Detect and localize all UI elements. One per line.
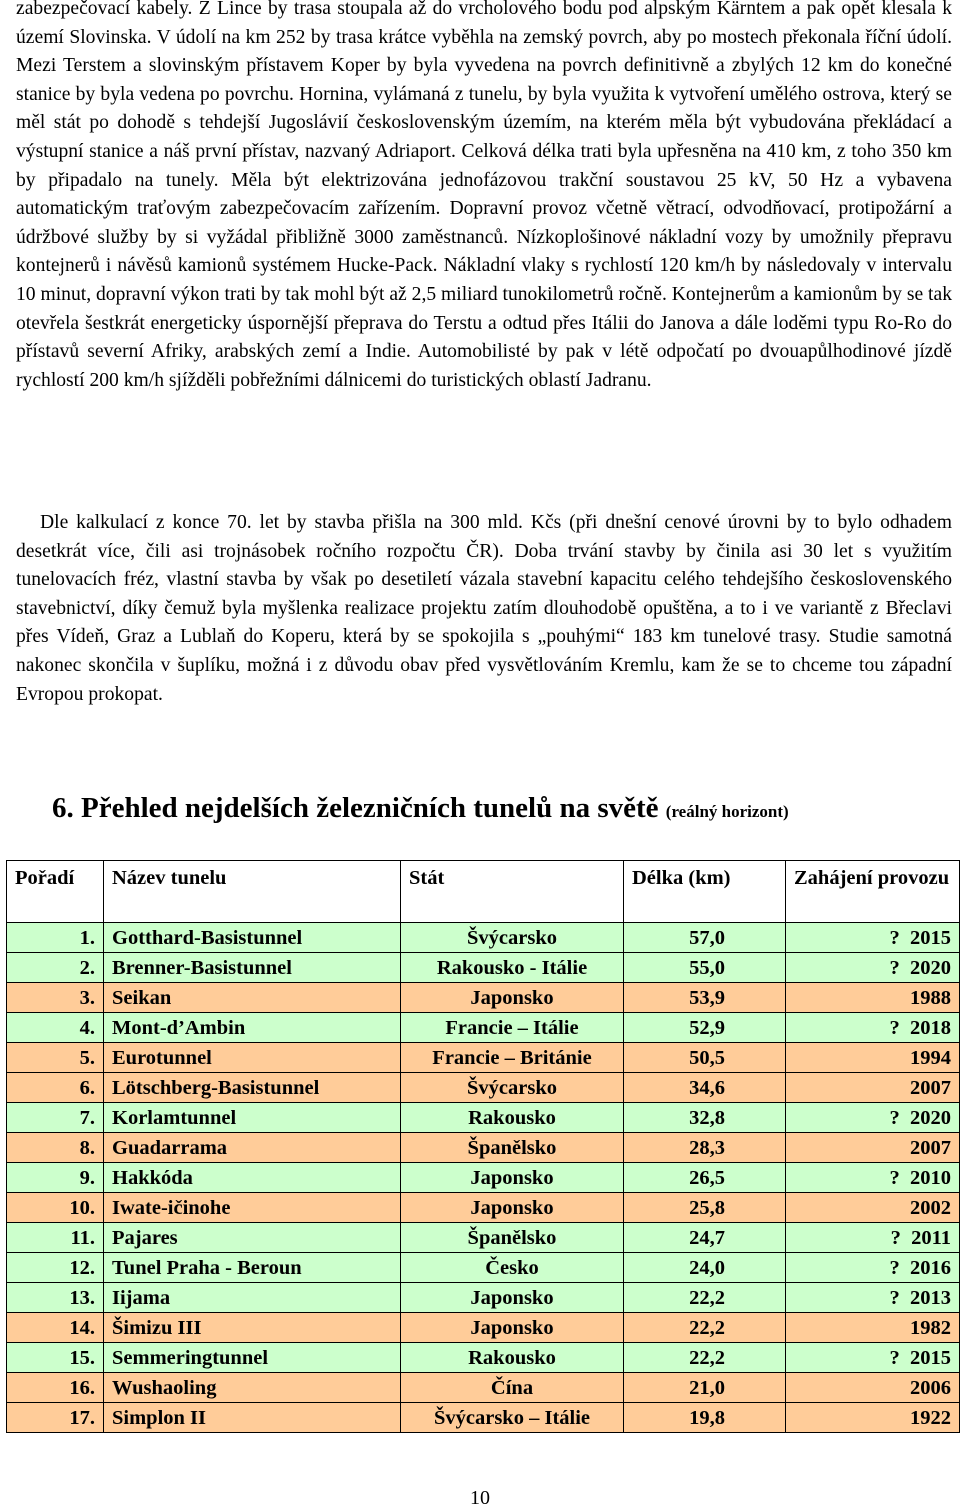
length-cell: 21,0 [624,1373,786,1403]
name-cell: Iijama [104,1283,401,1313]
table-row [7,923,960,953]
rank-cell: 9. [7,1163,104,1193]
table-row [7,1013,960,1043]
length-cell: 24,0 [624,1253,786,1283]
length-cell: 22,2 [624,1313,786,1343]
length-cell: 19,8 [624,1403,786,1433]
section-subtitle: (reálný horizont) [665,802,789,821]
name-cell: Iwate-ičinohe [104,1193,401,1223]
paragraph-1: zabezpečovací kabely. Z Lince by trasa stoupala až do vrcholového bodu pod alpským Kärntem a pak opět klesala k území Slovinska. V údolí na km 252 by trasa krátce vyběhla na zemský povrch, aby po mostech překonala říční údolí. Mezi Terstem a slovinským přístavem Koper by byla vyvedena na povrch definitivně a zbylých 12 km do konečné stanice by byla vedena po povrchu. Hornina, vylámaná z tunelu, by byla využita k vytvoření umělého ostrova, který se měl stát po dohodě s tehdejší Jugoslávií československým územím, na kterém měla být vybudována překládací a výstupní stanice a náš první přístav, nazvaný Adriaport. Celková délka trati byla upřesněna na 410 km, z toho 350 km by připadalo na tunely. Měla být elektrizována jednofázovou trakční soustavou 25 kV, 50 Hz a vybavena automatickým traťovým zabezpečovacím zařízením. Dopravní provoz včetně větrací, odvodňovací, protipožární a údržbové služby by si vyžádal přibližně 3000 zaměstnanců. Nízkoplošinové nákladní vozy by umožnily přepravu kontejnerů i návěsů kamionů systémem Hucke-Pack. Nákladní vlaky s rychlostí 120 km/h by následovaly v intervalu 10 minut, dopravní výkon trati by tak mohl být až 2,5 miliard tunokilometrů ročně. Kontejnerům a kamionům by se tak otevřela šestkrát energeticky úspornější přeprava do Terstu a odtud přes Itálii do Janova a dále loděmi typu Ro-Ro do přístavů severní Afriky, arabských zemí a Indie. Automobilisté by pak v létě odpočatí po dvouapůlhodinové jízdě rychlostí 200 km/h sjížděli pobřežními dálnicemi do turistických oblastí Jadranu. [16,0,952,391]
table-row [7,1253,960,1283]
state-cell: Rakousko [401,1103,624,1133]
year-cell: 1988 [786,983,960,1013]
name-cell: Seikan [104,983,401,1013]
name-cell: Eurotunnel [104,1043,401,1073]
header-name: Název tunelu [104,861,401,923]
rank-cell: 17. [7,1403,104,1433]
table-row [7,1193,960,1223]
rank-cell: 8. [7,1133,104,1163]
state-cell: Španělsko [401,1133,624,1163]
year-cell: ? 2013 [786,1283,960,1313]
length-cell: 34,6 [624,1073,786,1103]
name-cell: Simplon II [104,1403,401,1433]
state-cell: Švýcarsko [401,923,624,953]
rank-cell: 6. [7,1073,104,1103]
year-cell: 2007 [786,1073,960,1103]
section-title: 6. Přehled nejdelších železničních tunelů na světě [52,792,659,824]
table-row [7,1403,960,1433]
table-row [7,1073,960,1103]
table-row [7,1163,960,1193]
year-cell: ? 2011 [786,1223,960,1253]
table-row [7,1373,960,1403]
table-row [7,1043,960,1073]
year-cell: 2006 [786,1373,960,1403]
year-cell: ? 2018 [786,1013,960,1043]
state-cell: Rakousko [401,1343,624,1373]
name-cell: Šimizu III [104,1313,401,1343]
section-heading [52,792,789,825]
state-cell: Švýcarsko [401,1073,624,1103]
length-cell: 22,2 [624,1343,786,1373]
length-cell: 57,0 [624,923,786,953]
name-cell: Hakkóda [104,1163,401,1193]
year-cell: ? 2015 [786,923,960,953]
state-cell: Japonsko [401,1163,624,1193]
year-cell: ? 2016 [786,1253,960,1283]
state-cell: Japonsko [401,1193,624,1223]
year-cell: 2007 [786,1133,960,1163]
header-state: Stát [401,861,624,923]
table-row [7,1133,960,1163]
year-cell: ? 2020 [786,1103,960,1133]
name-cell: Lötschberg-Basistunnel [104,1073,401,1103]
name-cell: Mont-d’Ambin [104,1013,401,1043]
table-row [7,1343,960,1373]
name-cell: Gotthard-Basistunnel [104,923,401,953]
length-cell: 25,8 [624,1193,786,1223]
year-cell: ? 2010 [786,1163,960,1193]
name-cell: Tunel Praha - Beroun [104,1253,401,1283]
length-cell: 32,8 [624,1103,786,1133]
rank-cell: 11. [7,1223,104,1253]
header-year: Zahájení provozu [786,861,960,923]
state-cell: Japonsko [401,1283,624,1313]
name-cell: Wushaoling [104,1373,401,1403]
year-cell: ? 2020 [786,953,960,983]
header-length: Délka (km) [624,861,786,923]
table-row [7,983,960,1013]
header-rank: Pořadí [7,861,104,923]
table-row [7,1313,960,1343]
table-row [7,1283,960,1313]
rank-cell: 10. [7,1193,104,1223]
state-cell: Rakousko - Itálie [401,953,624,983]
rank-cell: 3. [7,983,104,1013]
table-row [7,1223,960,1253]
name-cell: Korlamtunnel [104,1103,401,1133]
year-cell: 1982 [786,1313,960,1343]
name-cell: Brenner-Basistunnel [104,953,401,983]
table-body [7,923,960,1433]
length-cell: 22,2 [624,1283,786,1313]
rank-cell: 5. [7,1043,104,1073]
tunnels-table [6,860,960,1433]
name-cell: Pajares [104,1223,401,1253]
rank-cell: 4. [7,1013,104,1043]
length-cell: 26,5 [624,1163,786,1193]
state-cell: Čína [401,1373,624,1403]
length-cell: 28,3 [624,1133,786,1163]
table-row [7,1103,960,1133]
table-row [7,953,960,983]
state-cell: Česko [401,1253,624,1283]
rank-cell: 1. [7,923,104,953]
length-cell: 52,9 [624,1013,786,1043]
name-cell: Semmeringtunnel [104,1343,401,1373]
length-cell: 53,9 [624,983,786,1013]
length-cell: 24,7 [624,1223,786,1253]
state-cell: Švýcarsko – Itálie [401,1403,624,1433]
name-cell: Guadarrama [104,1133,401,1163]
state-cell: Japonsko [401,983,624,1013]
length-cell: 50,5 [624,1043,786,1073]
state-cell: Španělsko [401,1223,624,1253]
table-header-row [7,861,960,923]
rank-cell: 16. [7,1373,104,1403]
rank-cell: 14. [7,1313,104,1343]
year-cell: ? 2015 [786,1343,960,1373]
year-cell: 1922 [786,1403,960,1433]
rank-cell: 2. [7,953,104,983]
rank-cell: 12. [7,1253,104,1283]
state-cell: Francie – Itálie [401,1013,624,1043]
year-cell: 2002 [786,1193,960,1223]
rank-cell: 15. [7,1343,104,1373]
year-cell: 1994 [786,1043,960,1073]
rank-cell: 13. [7,1283,104,1313]
length-cell: 55,0 [624,953,786,983]
rank-cell: 7. [7,1103,104,1133]
page-number: 10 [470,1487,490,1509]
paragraph-2: Dle kalkulací z konce 70. let by stavba přišla na 300 mld. Kčs (při dnešní cenové úrovni by to bylo odhadem desetkrát více, čili asi trojnásobek ročního rozpočtu ČR). Doba trvání stavby by činila asi 30 let s využitím tunelovacích fréz, vlastní stavba by však po desetiletí vázala stavební kapacitu celého tehdejšího československého stavebnictví, díky čemuž byla myšlenka realizace projektu zatím dlouhodobě opuštěna, a to i ve variantě z Břeclavi přes Vídeň, Graz a Lublaň do Koperu, která by se spokojila s „pouhými“ 183 km tunelové trasy. Studie samotná nakonec skončila v šuplíku, možná i z důvodu obav před vysvětlováním Kremlu, kam že se to chceme tou západní Evropou prokopat. [16,512,952,705]
state-cell: Japonsko [401,1313,624,1343]
state-cell: Francie – Británie [401,1043,624,1073]
